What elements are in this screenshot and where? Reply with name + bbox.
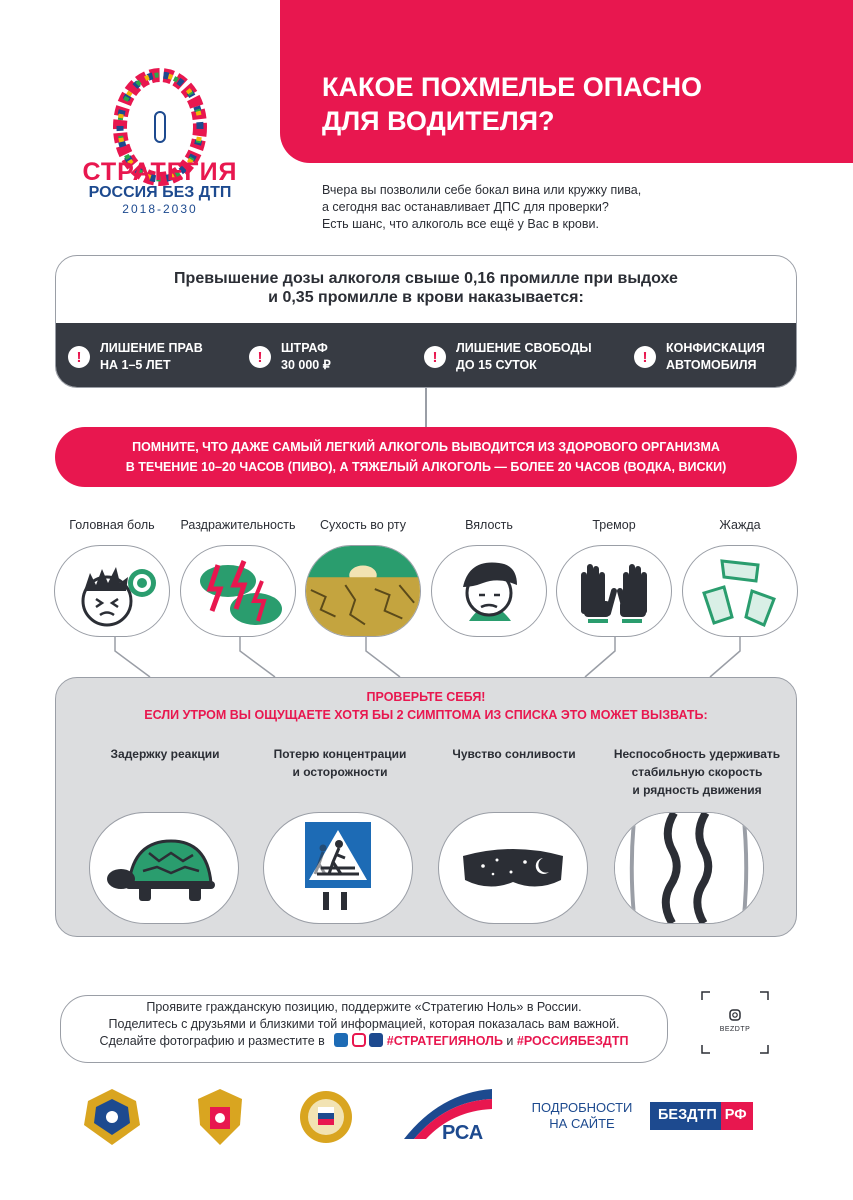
more-info-label: [527, 1100, 637, 1132]
reminder-line-1: ПОМНИТЕ, ЧТО ДАЖЕ САМЫЙ ЛЕГКИЙ АЛКОГОЛЬ ВЫВОДИТСЯ ИЗ ЗДОРОВОГО ОРГАНИЗМА: [132, 440, 720, 454]
lightning-icon: [188, 551, 288, 631]
facebook-icon[interactable]: [369, 1033, 383, 1047]
symptom-label: Жажда: [719, 518, 761, 532]
symptom-circle: [54, 545, 170, 637]
logo-title: СТРАТЕГИЯ: [82, 158, 238, 186]
ministry-transport-emblem: [78, 1085, 146, 1149]
symptom-label: Раздражительность: [180, 518, 296, 532]
penalty-heading: [56, 256, 796, 323]
symptom-label: Тремор: [592, 518, 636, 532]
cta-and: и: [506, 1034, 514, 1048]
check-title-line-2: ЕСЛИ УТРОМ ВЫ ОЩУЩАЕТЕ ХОТЯ БЫ 2 СИМПТОМА ИЗ СПИСКА ЭТО МОЖЕТ ВЫЗВАТЬ:: [144, 708, 708, 722]
headache-icon: [62, 551, 162, 631]
turtle-icon: [99, 823, 229, 913]
warning-icon: !: [424, 346, 446, 368]
warning-icon: !: [249, 346, 271, 368]
effect-line: Задержку реакции: [110, 747, 220, 761]
instagram-icon[interactable]: [352, 1033, 366, 1047]
symptom-label: Вялость: [465, 518, 513, 532]
effect-line: стабильную скорость: [631, 765, 763, 779]
penalty-line-1: КОНФИСКАЦИЯ: [666, 341, 765, 355]
penalty-line-1: ШТРАФ: [281, 341, 328, 355]
effect-line: Чувство сонливости: [452, 747, 576, 761]
warning-icon: !: [634, 346, 656, 368]
penalty-line-2: 30 000 ₽: [281, 358, 331, 372]
penalty-line-2: НА 1–5 ЛЕТ: [100, 358, 171, 372]
check-title: [55, 688, 797, 724]
connector-line: [425, 388, 427, 428]
intro-line-3: Есть шанс, что алкоголь все ещё у Вас в крови.: [322, 217, 599, 231]
reminder-line-2: В ТЕЧЕНИЕ 10–20 ЧАСОВ (ПИВО), А ТЯЖЕЛЫЙ АЛКОГОЛЬ — БОЛЕЕ 20 ЧАСОВ (ВОДКА, ВИСКИ): [125, 460, 727, 474]
intro-line-1: Вчера вы позволили себе бокал вина или кружку пива,: [322, 183, 642, 197]
effect-circle: [438, 812, 588, 924]
penalty-heading-line-1: Превышение дозы алкоголя свыше 0,16 промилле при выдохе: [174, 270, 678, 287]
shaking-hands-icon: [564, 551, 664, 631]
more-info-line-2: НА САЙТЕ: [549, 1116, 615, 1131]
effect-circle: [614, 812, 764, 924]
penalty-line-2: АВТОМОБИЛЯ: [666, 358, 757, 372]
crosswalk-sign-icon: [283, 818, 393, 918]
effect-circle: [89, 812, 239, 924]
effect-circle: [263, 812, 413, 924]
effect-label: [250, 745, 430, 781]
cta-prefix: Сделайте фотографию и разместите в: [99, 1034, 325, 1048]
water-glasses-icon: [690, 551, 790, 631]
symptom-circle: [682, 545, 798, 637]
effect-label: [75, 745, 255, 763]
penalty-line-2: ДО 15 СУТОК: [456, 358, 537, 372]
more-info-line-1: ПОДРОБНОСТИ: [531, 1100, 633, 1115]
symptom-circle: [431, 545, 547, 637]
page-title: [322, 70, 822, 138]
frame-corners-icon: [700, 990, 770, 1055]
instagram-handle: BEZDTP: [719, 1026, 751, 1033]
intro-text: [322, 182, 742, 233]
hashtag-russia-no-accidents[interactable]: #РОССИЯБЕЗДТП: [516, 1034, 629, 1048]
symptom-label: Головная боль: [69, 518, 155, 532]
cta-line-3: [61, 1033, 667, 1050]
cta-line-1: Проявите гражданскую позицию, поддержите «Стратегию Ноль» в России.: [146, 1000, 582, 1014]
ministry-interior-emblem: [190, 1085, 250, 1149]
effect-line: Потерю концентрации: [273, 747, 407, 761]
cta-box: [60, 995, 668, 1063]
svg-text:РСА: РСА: [442, 1122, 484, 1143]
penalty-item: [68, 340, 203, 374]
title-line-2: ДЛЯ ВОДИТЕЛЯ?: [322, 106, 555, 136]
penalty-line-1: ЛИШЕНИЕ ПРАВ: [100, 341, 203, 355]
effect-label: [602, 745, 792, 799]
vk-icon[interactable]: [334, 1033, 348, 1047]
effect-label: [424, 745, 604, 763]
dry-land-icon: [306, 545, 420, 637]
effect-line: и рядность движения: [632, 783, 762, 797]
tired-face-icon: [439, 551, 539, 631]
warning-icon: !: [68, 346, 90, 368]
penalty-item: [634, 340, 765, 374]
effect-line: Неспособность удерживать: [613, 747, 781, 761]
check-title-line-1: ПРОВЕРЬТЕ СЕБЯ!: [366, 690, 486, 704]
symptom-circle: [180, 545, 296, 637]
penalty-line-1: ЛИШЕНИЕ СВОБОДЫ: [456, 341, 592, 355]
title-line-1: КАКОЕ ПОХМЕЛЬЕ ОПАСНО: [322, 72, 702, 102]
instagram-frame[interactable]: [700, 990, 770, 1055]
sleep-mask-icon: [453, 838, 573, 898]
website-link[interactable]: [650, 1102, 753, 1130]
effect-line: и осторожности: [292, 765, 388, 779]
cta-line-2: Поделитесь с друзьями и близкими той информацией, которая показалась вам важной.: [108, 1017, 620, 1031]
symptom-label: Сухость во рту: [319, 518, 407, 532]
penalty-item: [249, 340, 331, 374]
rsa-logo: [400, 1085, 496, 1143]
intro-line-2: а сегодня вас останавливает ДПС для проверки?: [322, 200, 609, 214]
reminder-band: [55, 427, 797, 487]
wavy-road-icon: [615, 812, 763, 924]
symptom-circle: [305, 545, 421, 637]
penalty-item: [424, 340, 592, 374]
symptom-connectors: [55, 637, 797, 679]
traffic-police-emblem: [296, 1085, 356, 1149]
logo-years: 2018-2030: [122, 202, 198, 216]
website-domain: РФ: [721, 1102, 753, 1130]
symptom-circle: [556, 545, 672, 637]
hashtag-strategy-zero[interactable]: #СТРАТЕГИЯНОЛЬ: [386, 1034, 503, 1048]
penalty-heading-line-2: и 0,35 промилле в крови наказывается:: [268, 289, 584, 306]
logo-subtitle: РОССИЯ БЕЗ ДТП: [88, 184, 232, 201]
website-name: БЕЗДТП: [650, 1102, 721, 1130]
